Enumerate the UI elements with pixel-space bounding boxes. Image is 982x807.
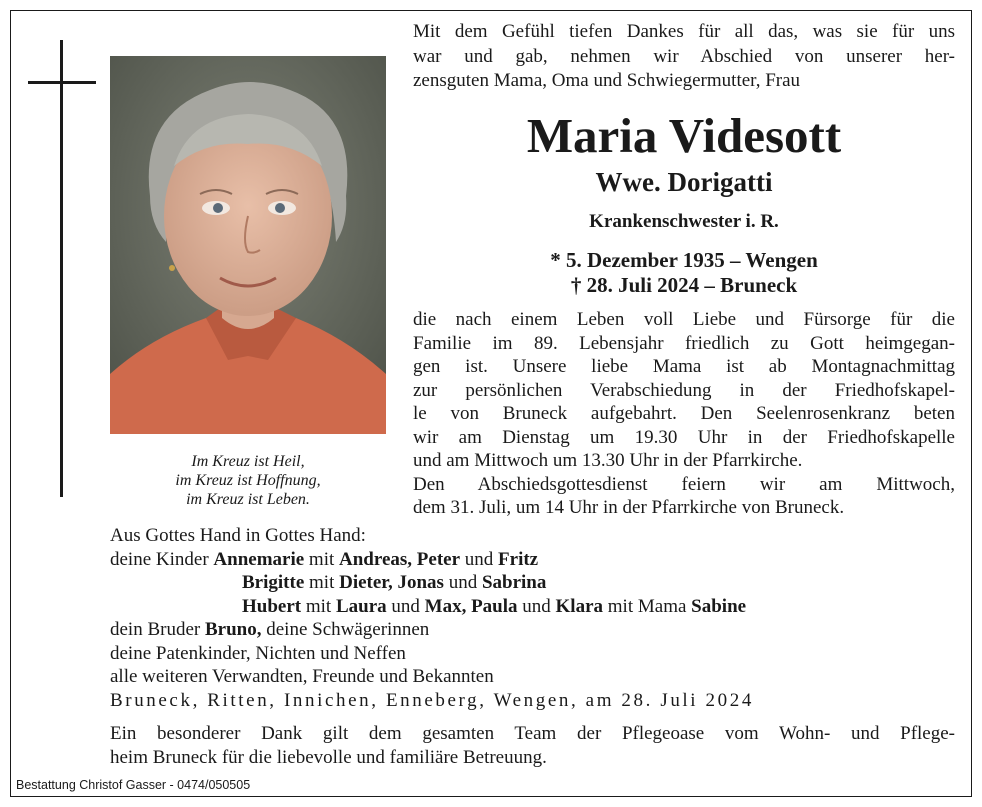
body-line: dem 31. Juli, um 14 Uhr in der Pfarrkirche von Bruneck.	[413, 497, 845, 518]
relatives-line: alle weiteren Verwandten, Freunde und Bekannten	[110, 666, 494, 687]
connector: und	[386, 595, 425, 617]
family-heading: Aus Gottes Hand in Gottes Hand:	[110, 525, 366, 546]
intro-line: war und gab, nehmen wir Abschied von unserer her-	[413, 45, 955, 67]
connector: mit	[304, 572, 340, 593]
children-prefix: deine Kinder	[110, 548, 214, 570]
partner-name: Dieter, Jonas	[339, 572, 444, 593]
intro-line: Mit dem Gefühl tiefen Dankes für all das, was sie für uns	[413, 21, 955, 42]
birth-date: * 5. Dezember 1935 – Wengen	[550, 248, 818, 272]
funeral-home-credit: Bestattung Christof Gasser - 0474/050505	[16, 778, 251, 792]
body-line: Familie im 89. Lebensjahr friedlich zu Gott heimgegan-	[413, 332, 955, 354]
motto-verse	[110, 452, 386, 509]
deceased-name: Maria Videsott	[526, 108, 842, 163]
body-line: zur persönlichen Verabschiedung in der Friedhofskapel-	[413, 379, 955, 401]
brother-prefix: dein Bruder	[110, 619, 205, 640]
cross-vertical-bar	[60, 40, 63, 497]
body-line: die nach einem Leben voll Liebe und Fürsorge für die	[413, 309, 955, 330]
body-line: Den Abschiedsgottesdienst feiern wir am Mittwoch,	[413, 473, 955, 495]
intro-line: zensguten Mama, Oma und Schwiegermutter, Frau	[413, 70, 801, 91]
partner-name: Sabine	[691, 595, 747, 617]
children-line	[110, 548, 955, 572]
motto-line: im Kreuz ist Leben.	[186, 491, 310, 508]
partner-name: Andreas,	[339, 548, 413, 570]
widow-name: Wwe. Dorigatti	[595, 167, 773, 197]
child-name: Peter	[412, 548, 461, 570]
place-and-date: Bruneck, Ritten, Innichen, Enneberg, Wengen, am 28. Juli 2024	[110, 690, 754, 711]
motto-line: Im Kreuz ist Heil,	[191, 453, 305, 470]
brother-line	[110, 618, 955, 642]
godchildren-line: deine Patenkinder, Nichten und Neffen	[110, 642, 406, 664]
mourners-list	[110, 524, 955, 689]
connector: mit	[304, 548, 340, 570]
child-name: Fritz	[498, 548, 539, 570]
children-line	[110, 571, 955, 595]
portrait-photo	[110, 56, 386, 434]
thanks-paragraph	[110, 722, 955, 770]
body-line: und am Mittwoch um 13.30 Uhr in der Pfarrkirche.	[413, 450, 803, 471]
child-name: Brigitte	[242, 572, 305, 593]
occupation: Krankenschwester i. R.	[589, 211, 779, 232]
child-name: Hubert	[242, 595, 302, 617]
connector: und	[443, 572, 482, 593]
children-line	[110, 595, 955, 619]
body-line: gen ist. Unsere liebe Mama ist ab Montagnachmittag	[413, 356, 955, 377]
child-name: Annemarie	[213, 548, 305, 570]
sisters-in-law: deine Schwägerinnen	[261, 619, 430, 640]
grandchild-name: Max, Paula	[424, 595, 518, 617]
connector: mit Mama	[603, 595, 692, 617]
death-date: † 28. Juli 2024 – Bruneck	[570, 273, 798, 297]
thanks-line: Ein besonderer Dank gilt dem gesamten Team der Pflegeoase vom Wohn- und Pflege-	[110, 723, 955, 744]
cross-horizontal-bar	[28, 81, 96, 84]
connector: mit	[301, 595, 336, 617]
intro-paragraph	[413, 20, 955, 94]
life-dates	[413, 248, 955, 298]
body-line: le von Bruneck aufgebahrt. Den Seelenrosenkranz beten	[413, 403, 955, 424]
connector: und	[460, 548, 499, 570]
grandchild-name: Sabrina	[481, 572, 547, 593]
announcement-text	[413, 308, 955, 520]
brother-name: Bruno,	[204, 619, 262, 640]
body-line: wir am Dienstag um 19.30 Uhr in der Friedhofskapelle	[413, 426, 955, 448]
grandchild-name: Klara	[555, 595, 604, 617]
connector: und	[517, 595, 556, 617]
thanks-line: heim Bruneck für die liebevolle und familiäre Betreuung.	[110, 747, 547, 768]
motto-line: im Kreuz ist Hoffnung,	[175, 472, 321, 489]
grandchild-name: Laura	[335, 595, 387, 617]
